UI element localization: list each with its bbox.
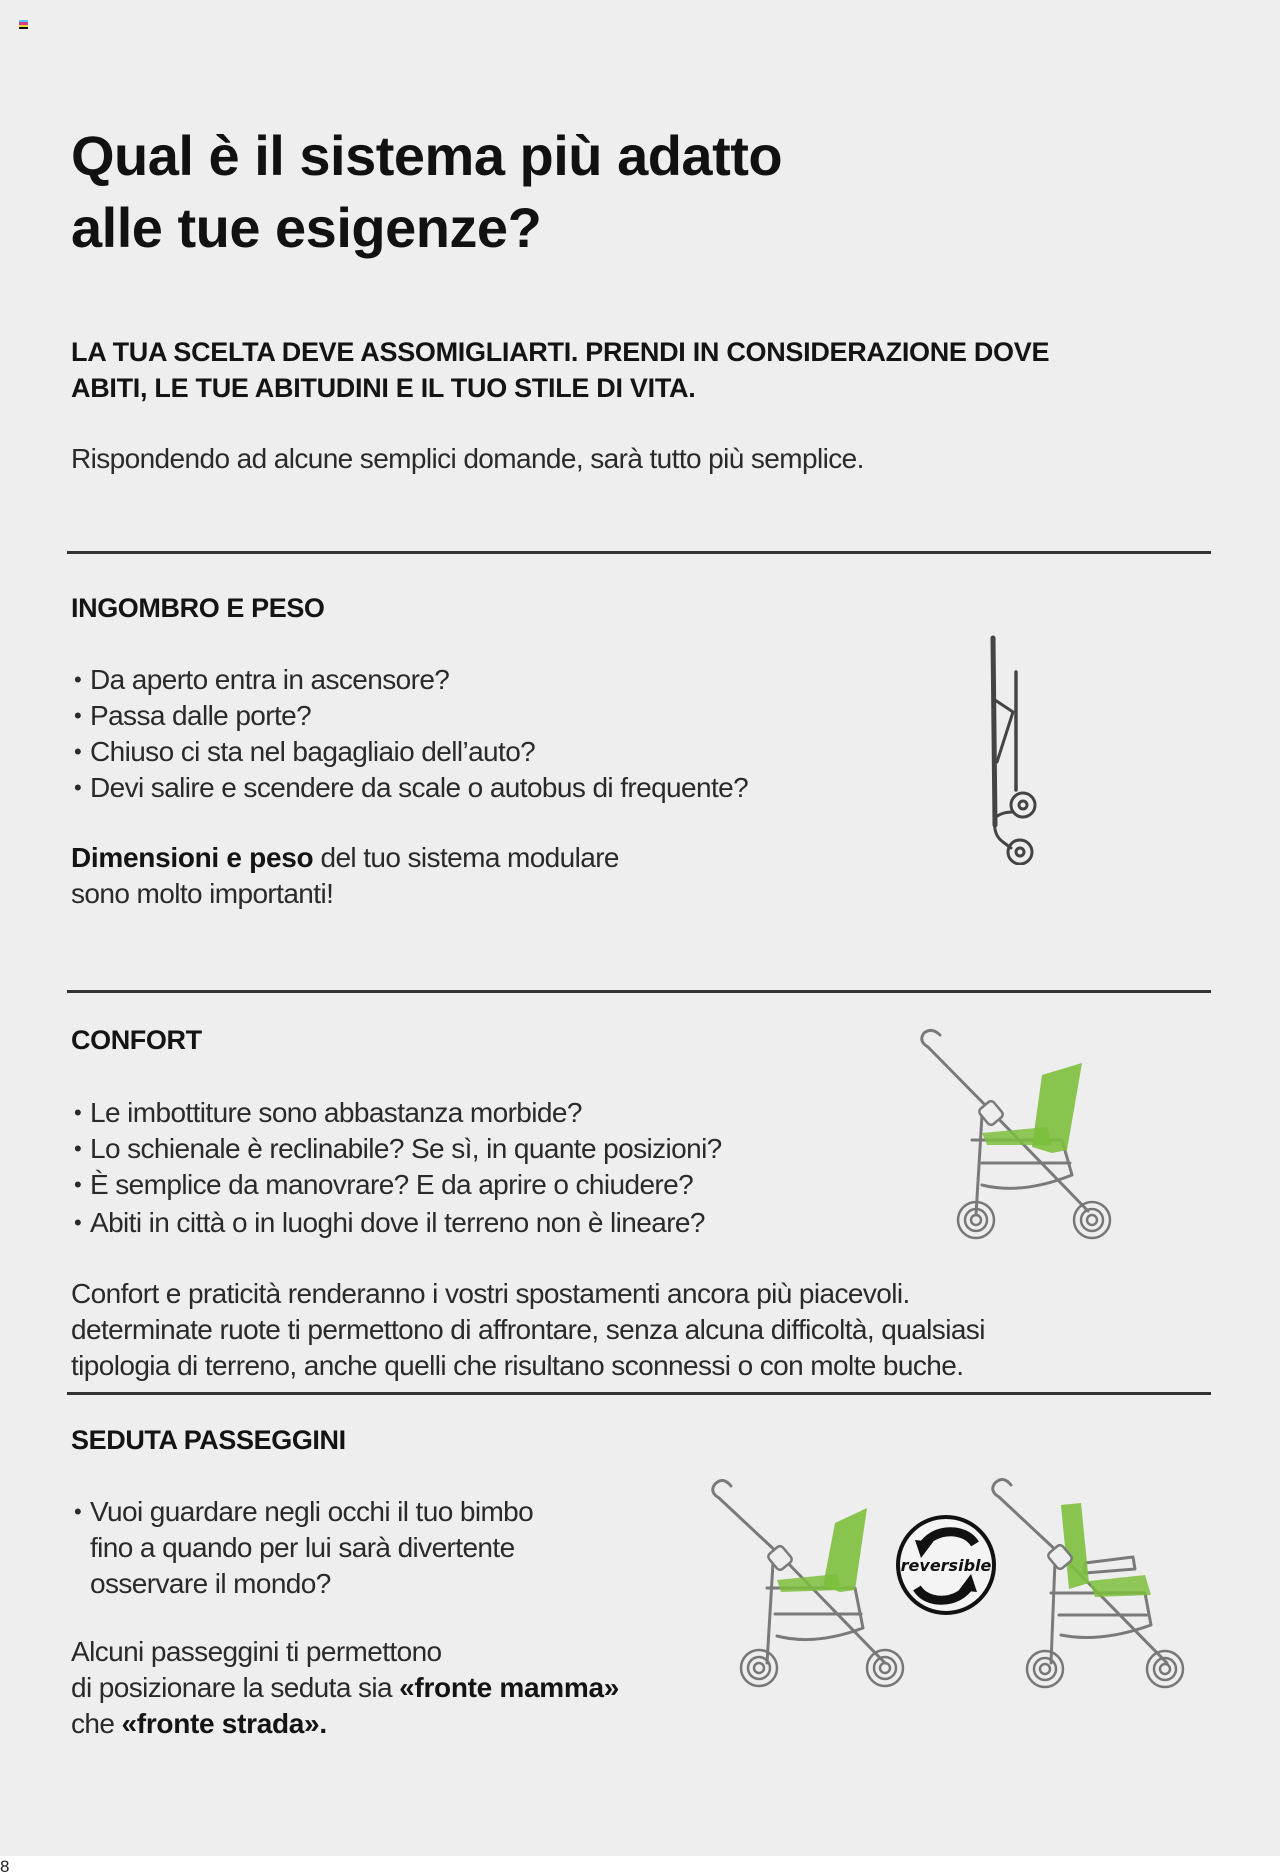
note-text: del tuo sistema modulare xyxy=(313,842,619,873)
section-heading: SEDUTA PASSEGGINI xyxy=(71,1425,346,1455)
page-subtitle xyxy=(71,334,1049,406)
open-stroller-icon xyxy=(912,1015,1132,1245)
section-divider xyxy=(67,990,1211,993)
list-item: • Chiuso ci sta nel bagagliaio dell’auto? xyxy=(71,734,748,770)
page-title xyxy=(71,120,782,264)
list-item: • Da aperto entra in ascensore? xyxy=(71,662,748,698)
question-list xyxy=(71,1494,533,1602)
section-note xyxy=(71,1276,985,1384)
page-title-line-1: Qual è il sistema più adatto xyxy=(71,124,783,187)
list-item: • Devi salire e scendere da scale o autobus di frequente? xyxy=(71,770,748,806)
note-text: determinate ruote ti permettono di affrontare, senza alcuna difficoltà, qualsiasi xyxy=(71,1314,985,1345)
note-emphasis: «fronte mamma» xyxy=(399,1672,620,1703)
list-item: • Lo schienale è reclinabile? Se sì, in quante posizioni? xyxy=(71,1131,722,1167)
note-text: di posizionare la seduta sia xyxy=(71,1672,400,1703)
intro-text: Rispondendo ad alcune semplici domande, sarà tutto più semplice. xyxy=(71,443,864,474)
note-text: Alcuni passeggini ti permettono xyxy=(71,1636,442,1667)
reversible-badge-icon xyxy=(893,1512,999,1618)
subtitle-line-2: ABITI, LE TUE ABITUDINI E IL TUO STILE DI VITA. xyxy=(71,373,696,403)
note-text: che xyxy=(71,1708,122,1739)
folded-stroller-icon xyxy=(975,630,1055,865)
page-title-line-2: alle tue esigenze? xyxy=(71,196,542,259)
note-text: Confort e praticità renderanno i vostri spostamenti ancora più piacevoli. xyxy=(71,1278,910,1309)
page-number: 8 xyxy=(0,1857,10,1876)
note-text: sono molto importanti! xyxy=(71,878,334,909)
list-item: • Le imbottiture sono abbastanza morbide? xyxy=(71,1095,722,1131)
section-heading: CONFORT xyxy=(71,1025,202,1055)
list-item: • È semplice da manovrare? E da aprire o chiudere? xyxy=(71,1167,722,1203)
subtitle-line-1: LA TUA SCELTA DEVE ASSOMIGLIARTI. PRENDI IN CONSIDERAZIONE DOVE xyxy=(71,337,1050,367)
print-registration-mark xyxy=(19,20,28,29)
section-heading: INGOMBRO E PESO xyxy=(71,593,325,623)
list-item xyxy=(71,1494,533,1602)
note-emphasis: «fronte strada». xyxy=(121,1708,327,1739)
question-list xyxy=(71,1095,722,1241)
note-emphasis: Dimensioni e peso xyxy=(71,842,314,873)
section-divider xyxy=(67,551,1211,554)
bullet-line: Vuoi guardare negli occhi il tuo bimbo xyxy=(90,1496,534,1527)
badge-label: reversible xyxy=(900,1556,992,1575)
section-note xyxy=(71,1634,619,1742)
stroller-world-facing-icon xyxy=(985,1465,1200,1693)
section-divider xyxy=(67,1392,1211,1395)
stroller-parent-facing-icon xyxy=(705,1468,915,1693)
bullet-line: fino a quando per lui sarà divertente xyxy=(90,1532,515,1563)
section-note xyxy=(71,840,619,912)
question-list xyxy=(71,662,748,806)
bullet-line: osservare il mondo? xyxy=(90,1568,331,1599)
list-item: • Abiti in città o in luoghi dove il terreno non è lineare? xyxy=(71,1205,722,1241)
note-text: tipologia di terreno, anche quelli che risultano sconnessi o con molte buche. xyxy=(71,1350,964,1381)
list-item: • Passa dalle porte? xyxy=(71,698,748,734)
